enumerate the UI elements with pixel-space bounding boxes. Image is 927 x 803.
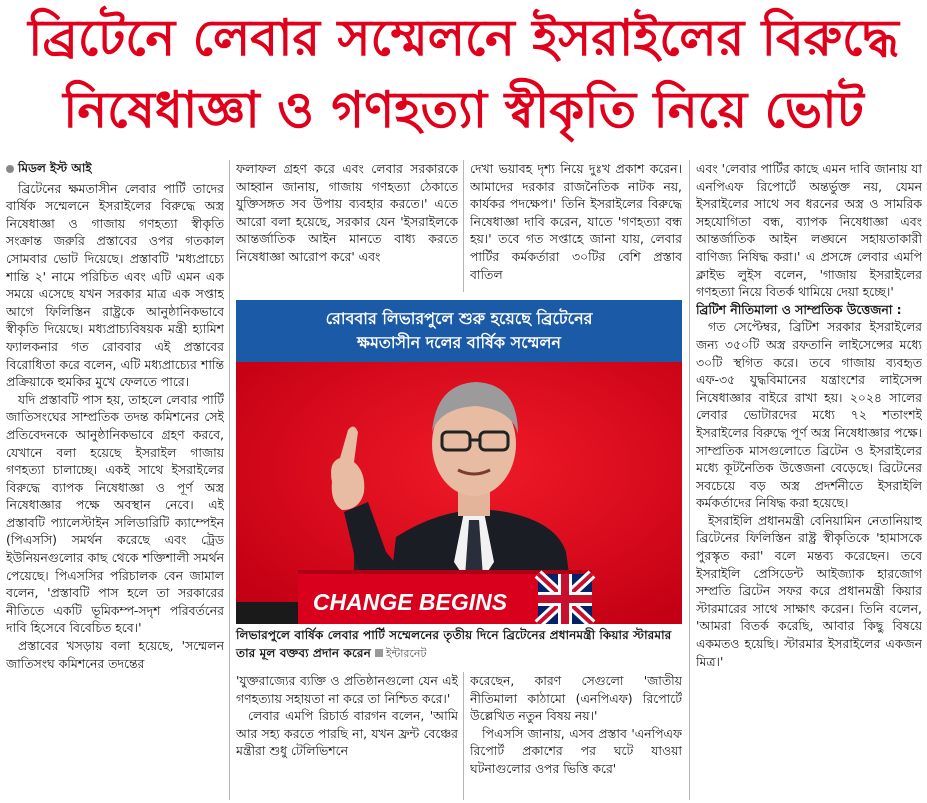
podium-text: CHANGE BEGINS	[312, 589, 508, 615]
headline-line-2: নিষেধাজ্ঞা ও গণহত্যা স্বীকৃতি নিয়ে ভোট	[63, 81, 864, 139]
column-rule	[463, 672, 464, 800]
headline-line-1: ব্রিটেনে লেবার সম্মেলনে ইসরাইলের বিরুদ্ধে	[28, 9, 899, 67]
section-subhead: ব্রিটিশ নীতিমালা ও সাম্প্রতিক উত্তেজনা :	[696, 301, 902, 317]
union-flag-icon	[538, 574, 592, 624]
article-column-1	[6, 160, 224, 800]
paragraph: লেবার এমপি রিচার্ড বারগন বলেন, 'আমি আর সহ্য করতে পারছি না, যখন ফ্রন্ট বেঞ্চের মন্ত্রীরা শুধু টেলিভিশনে	[236, 708, 458, 759]
paragraph: গত সেপ্টেম্বর, ব্রিটিশ সরকার ইসরাইলের জন্য ৩৫০টি অস্ত্র রফতানি লাইসেন্সের মধ্যে ৩০টি স্থগিত করে। তবে গাজায় ব্যবহৃত এফ-৩৫ যুদ্ধবিমানের যন্ত্রাংশের লাইসেন্স নিষেধাজ্ঞার বাইরে রাখা হয়। ২০২৪ সালের লেবার ভোটারদের মধ্যে ৭২ শতাংশই ইসরাইলের বিরুদ্ধে পূর্ণ অস্ত্র নিষেধাজ্ঞার পক্ষে। সাম্প্রতিক মাসগুলোতে ব্রিটেন ও ইসরাইলের মধ্যে কূটনৈতিক উত্তেজনা বেড়েছে। ব্রিটেনের সবচেয়ে বড় অস্ত্র প্রদর্শনীতে ইসরাইলি কর্মকর্তাদের নিষিদ্ধ করা হয়েছে।	[696, 319, 922, 511]
paragraph: ইসরাইলি প্রধানমন্ত্রী বেনিয়ামিন নেতানিয়াহু ব্রিটেনের ফিলিস্তিন রাষ্ট্র স্বীকৃতিকে 'হামাসকে পুরস্কৃত করা' বলে মন্তব্য করেছেন। তবে ইসরাইলি প্রেসিডেন্ট আইজ্যাক হারজোগ সম্প্রতি ব্রিটেন সফর করে প্রধানমন্ত্রী কিয়ার স্টারমারের সাথে সাক্ষাৎ করেন। তিনি বলেন, 'আমরা বিতর্ক করেছি, আবার কিছু বিষয়ে একমতও হয়েছি। স্টারমার ইসরাইলের একজন মিত্র।'	[696, 512, 922, 669]
square-icon	[375, 649, 383, 657]
paragraph: ফলাফল গ্রহণ করে এবং লেবার সরকারকে আহ্বান জানায়, গাজায় গণহত্যা ঠেকাতে যুক্তিসঙ্গত সব উপায় ব্যবহার করতে।' এতে আরো বলা হয়েছে, সরকার যেন 'ইসরাইলকে আন্তর্জাতিক আইন মানতে বাধ্য করতে নিষেধাজ্ঞা আরোপ করে' এবং	[236, 161, 458, 264]
paragraph: পিএসসি জানায়, এসব প্রস্তাব 'এনপিএফ রিপোর্ট প্রকাশের পর ঘটে যাওয়া ঘটনাগুলোর ওপর ভিত্তি করে'	[470, 725, 682, 776]
headline	[0, 0, 927, 152]
banner-line-2: ক্ষমতাসীন দলের বার্ষিক সম্মেলন	[357, 333, 561, 352]
article-column-2-top	[236, 160, 458, 292]
banner-line-1: রোববার লিভারপুলে শুরু হয়েছে ব্রিটেনের	[325, 309, 593, 328]
article-column-3-bottom	[470, 672, 682, 800]
article-column-2-bottom	[236, 672, 458, 800]
paragraph: ব্রিটেনের ক্ষমতাসীন লেবার পার্টি তাদের বার্ষিক সম্মেলনে ইসরাইলের বিরুদ্ধে অস্ত্র নিষেধাজ্ঞা ও গাজায় গণহত্যা স্বীকৃতি সংক্রান্ত জরুরি প্রস্তাবের ওপর গতকাল সোমবার ভোট দিয়েছে। প্রস্তাবটি 'মধ্যপ্রাচ্যে শান্তি ২' নামে পরিচিত এবং এটি এমন এক সময়ে এসেছে যখন সরকার মাত্র এক সপ্তাহ আগে ফিলিস্তিন রাষ্ট্রকে আনুষ্ঠানিকভাবে স্বীকৃতি দিয়েছে। মধ্যপ্রাচ্যবিষয়ক মন্ত্রী হ্যামিশ ফ্যালকনার গত রোববার এই প্রস্তাবের বিরোধিতা করে বলেন, এটি মধ্যপ্রাচ্যের শান্তি প্রক্রিয়াকে হুমকির মুখে ফেলতে পারে।	[6, 180, 224, 390]
column-rule	[689, 160, 690, 800]
byline	[6, 160, 224, 178]
photo-credit: ইন্টারনেট	[385, 647, 427, 660]
photo-banner	[236, 300, 682, 362]
paragraph: যদি প্রস্তাবটি পাস হয়, তাহলে লেবার পার্টি জাতিসংঘের সাম্প্রতিক তদন্ত কমিশনের সেই প্রতিবেদনকে আনুষ্ঠানিকভাবে গ্রহণ করবে, যেখানে বলা হয়েছে ইসরাইল গাজায় গণহত্যা চালাচ্ছে। একই সাথে ইসরাইলের বিরুদ্ধে ব্যাপক নিষেধাজ্ঞা ও পূর্ণ অস্ত্র নিষেধাজ্ঞার পক্ষে অবস্থান নেবে। এই প্রস্তাবটি প্যালেস্টাইন সলিডারিটি ক্যাম্পেইন (পিএসসি) সমর্থন করেছে এবং ট্রেড ইউনিয়নগুলোর কাছ থেকে শক্তিশালী সমর্থন পেয়েছে। পিএসসির পরিচালক বেন জামাল বলেন, 'প্রস্তাবটি পাস হলে তা সরকারের নীতিতে একটি ভূমিকম্প-সদৃশ পরিবর্তনের দাবি হিসেবে বিবেচিত হবে।'	[6, 391, 224, 636]
article-column-3-top	[470, 160, 682, 292]
news-photo	[236, 362, 682, 624]
paragraph: প্রস্তাবের খসড়ায় বলা হয়েছে, 'সম্মেলন জাতিসংঘ কমিশনের তদন্তের	[6, 638, 224, 671]
article-column-4	[696, 160, 922, 800]
paragraph: করেছেন, কারণ সেগুলো 'জাতীয় নীতিমালা কাঠামো (এনপিএফ) রিপোর্টে উল্লেখিত নতুন বিষয় নয়।'	[470, 673, 682, 724]
paragraph: এবং 'লেবার পার্টির কাছে এমন দাবি জানায় যা এনপিএফ রিপোর্টে অন্তর্ভুক্ত নয়, যেমন ইসরাইলের সাথে সব ধরনের অস্ত্র ও সামরিক সহযোগিতা বন্ধ, ব্যাপক নিষেধাজ্ঞা এবং আন্তর্জাতিক আইন লঙ্ঘনে সহায়তাকারী বাণিজ্য নিষিদ্ধ করা।' এ প্রসঙ্গে লেবার এমপি ক্লাইভ লুইস বলেন, 'গাজায় ইসরাইলের গণহত্যা নিয়ে বিতর্ক থামিয়ে দেয়া হচ্ছে।'	[696, 161, 922, 300]
photo-caption	[236, 626, 682, 668]
paragraph: দেখা ভয়াবহ দৃশ্য নিয়ে দুঃখ প্রকাশ করেন। আমাদের দরকার রাজনৈতিক নাটক নয়, কার্যকর পদক্ষেপ।' তিনি ইসরাইলের বিরুদ্ধে নিষেধাজ্ঞা দাবি করেন, যাতে 'গণহত্যা বন্ধ হয়।' তবে গত সপ্তাহে জানা যায়, লেবার পার্টির কর্মকর্তারা ৩০টির বেশি প্রস্তাব বাতিল	[470, 161, 682, 282]
speaker-photo-illustration	[236, 362, 682, 624]
byline-text: মিডল ইস্ট আই	[18, 161, 92, 175]
column-rule	[229, 160, 230, 800]
bullet-icon	[6, 165, 14, 173]
column-rule	[463, 160, 464, 292]
paragraph: 'যুক্তরাজ্যের ব্যক্তি ও প্রতিষ্ঠানগুলো যেন এই গণহত্যায় সহায়তা না করে তা নিশ্চিত করে।'	[236, 673, 458, 706]
caption-text: লিভারপুলে বার্ষিক লেবার পার্টি সম্মেলনের তৃতীয় দিনে ব্রিটেনের প্রধানমন্ত্রী কিয়ার স্টারমার তার মূল বক্তব্য প্রদান করেন	[236, 628, 672, 660]
